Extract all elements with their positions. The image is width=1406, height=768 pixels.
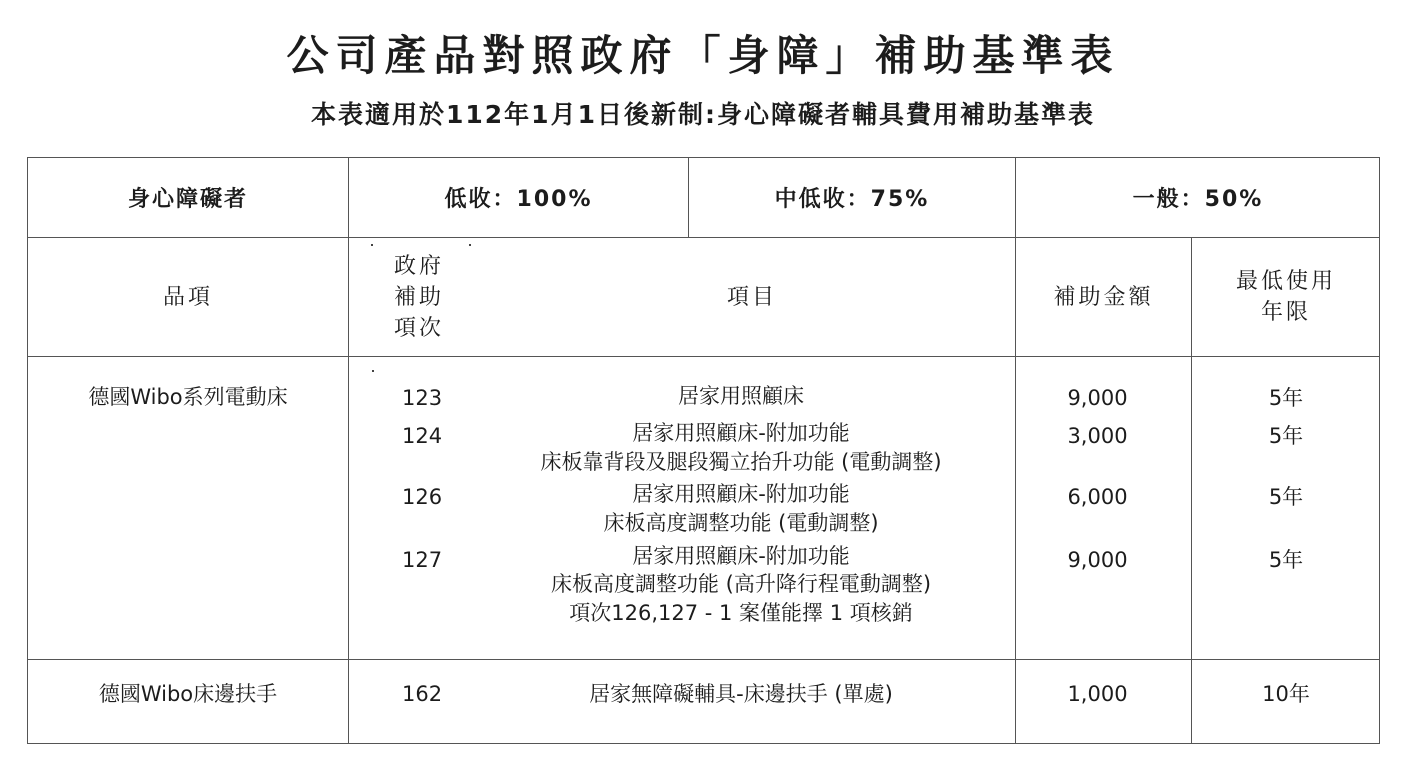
page-subtitle: 本表適用於112年1月1日後新制:身心障礙者輔具費用補助基準表: [311, 100, 1095, 129]
min-years: 10年: [1262, 682, 1310, 706]
item-desc: 居家用照顧床-附加功能: [632, 421, 850, 445]
header-min-years-line: 最低使用: [1235, 269, 1336, 294]
header-gov-item-no-line: 項次: [393, 315, 444, 341]
speck: [372, 370, 374, 372]
header-gov-item-no: [349, 238, 489, 356]
row-divider: [28, 356, 1379, 357]
row-divider: [28, 659, 1379, 660]
header-subsidy-amount: 補助金額: [1053, 284, 1154, 310]
gov-item-no: 127: [402, 548, 443, 572]
subsidy-table: [27, 157, 1380, 744]
subsidy-amount: 6,000: [1067, 485, 1128, 509]
min-years: 5年: [1268, 386, 1304, 410]
subsidy-amount: 9,000: [1067, 386, 1128, 410]
item-desc: 床板高度調整功能 (電動調整): [603, 511, 879, 535]
header-item-name: 品項: [162, 284, 213, 310]
header-general: 一般：50%: [1132, 187, 1264, 212]
item-desc: 居家無障礙輔具-床邊扶手 (單處): [589, 682, 893, 706]
product-name: 德國Wibo床邊扶手: [98, 682, 278, 706]
subsidy-amount: 1,000: [1067, 682, 1128, 706]
gov-item-no: 126: [402, 485, 443, 509]
header-mid-low-income: 中低收：75%: [774, 187, 930, 212]
header-min-years: [1192, 238, 1380, 356]
item-desc: 居家用照顧床-附加功能: [632, 482, 850, 506]
item-desc: 床板靠背段及腿段獨立抬升功能 (電動調整): [540, 450, 942, 474]
header-low-income: 低收：100%: [444, 187, 593, 212]
min-years: 5年: [1268, 424, 1304, 448]
min-years: 5年: [1268, 485, 1304, 509]
gov-item-no: 124: [402, 424, 443, 448]
subsidy-amount: 9,000: [1067, 548, 1128, 572]
item-desc: 居家用照顧床-附加功能: [632, 544, 850, 568]
subsidy-amount: 3,000: [1067, 424, 1128, 448]
header-gov-item-no-line: 補助: [393, 284, 444, 310]
header-disabled-person: 身心障礙者: [127, 187, 248, 212]
item-desc: 床板高度調整功能 (高升降行程電動調整): [550, 572, 932, 596]
header-gov-item-no-line: 政府: [393, 253, 444, 279]
min-years: 5年: [1268, 548, 1304, 572]
gov-item-no: 162: [402, 682, 443, 706]
page-title: 公司產品對照政府「身障」補助基準表: [286, 31, 1120, 80]
gov-item-no: 123: [402, 386, 443, 410]
header-item: 項目: [726, 284, 777, 310]
product-name: 德國Wibo系列電動床: [88, 385, 288, 409]
item-desc: 項次126,127 - 1 案僅能擇 1 項核銷: [569, 601, 913, 625]
header-min-years-line: 年限: [1260, 300, 1311, 325]
item-desc: 居家用照顧床: [678, 384, 804, 408]
